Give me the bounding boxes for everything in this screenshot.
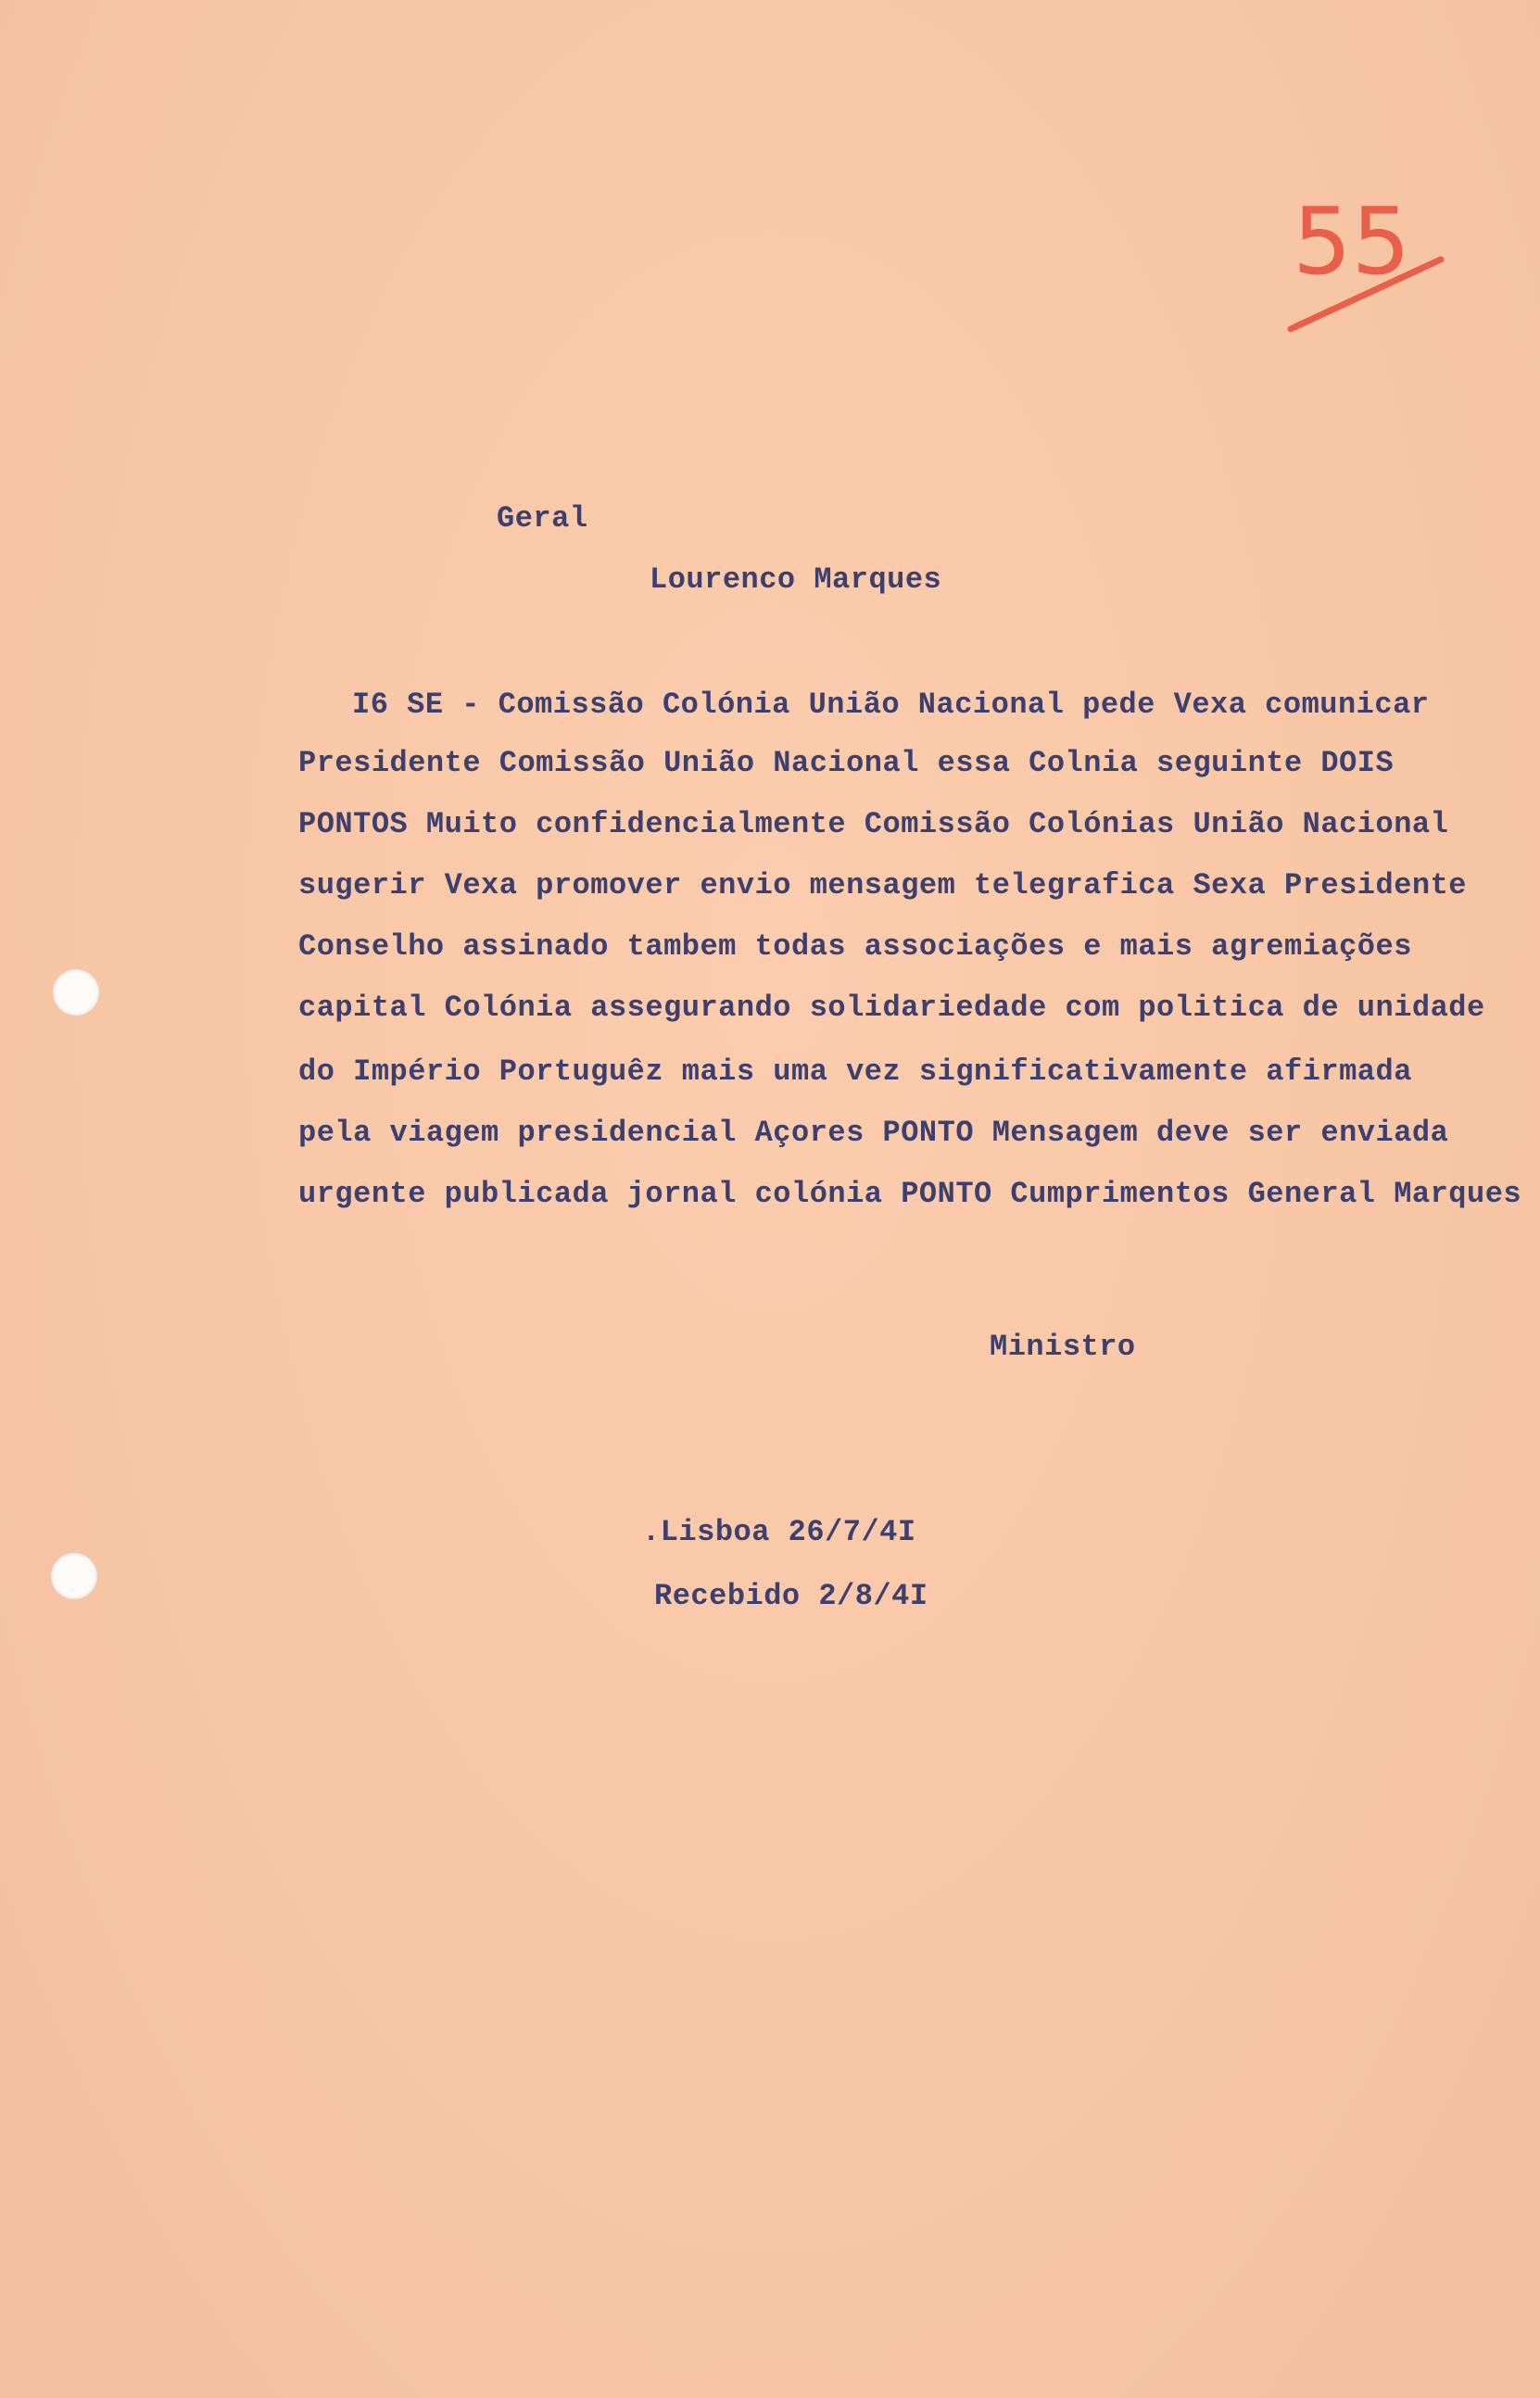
body-line: Conselho assinado tambem todas associações e mais agremiações [298,929,1412,964]
page-number-mark [1283,181,1450,343]
received-date: Recebido 2/8/4I [654,1579,928,1613]
signature: Ministro [990,1330,1136,1364]
body-line: I6 SE - Comissão Colónia União Nacional pede Vexa comunicar [352,688,1430,722]
page-number-text: 55 [1293,187,1411,296]
punch-hole [53,969,99,1016]
body-line: sugerir Vexa promover envio mensagem telegrafica Sexa Presidente [298,868,1467,902]
punch-hole [51,1553,97,1599]
body-line: urgente publicada jornal colónia PONTO Cumprimentos General Marques [298,1177,1522,1211]
body-line: PONTOS Muito confidencialmente Comissão Colónias União Nacional [298,807,1449,841]
sent-date: .Lisboa 26/7/4I [642,1515,916,1549]
body-line: do Império Portuguêz mais uma vez significativamente afirmada [298,1054,1412,1089]
body-line: Presidente Comissão União Nacional essa Colnia seguinte DOIS [298,746,1395,780]
body-line: pela viagem presidencial Açores PONTO Mensagem deve ser enviada [298,1116,1449,1150]
addressee: Geral [497,501,588,536]
location: Lourenco Marques [650,562,942,597]
body-line: capital Colónia assegurando solidariedade com politica de unidade [298,991,1485,1025]
